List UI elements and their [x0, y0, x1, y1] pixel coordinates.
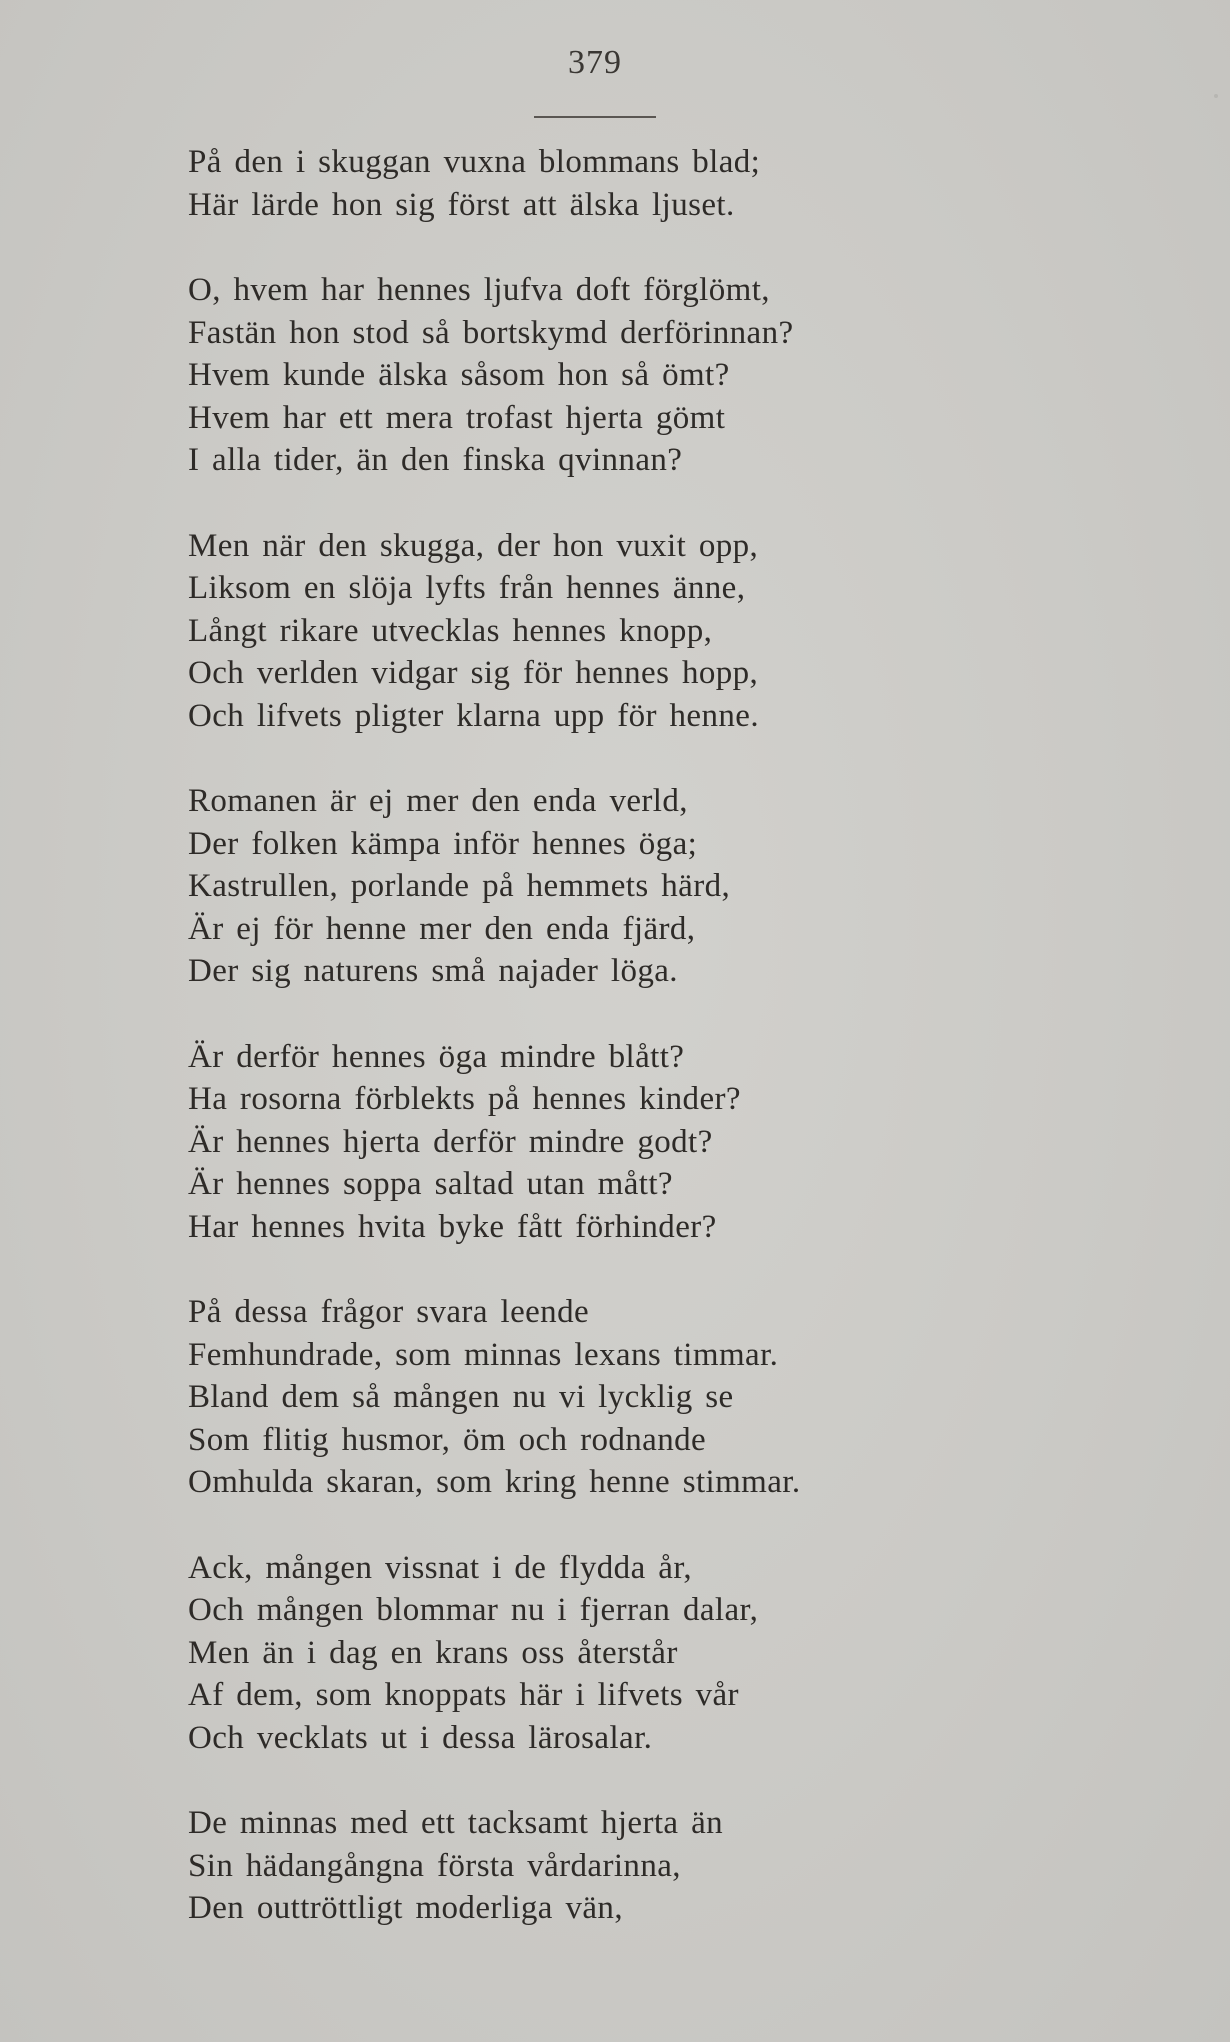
poem-line: Romanen är ej mer den enda verld, — [188, 783, 688, 819]
poem-line: Hvem kunde älska såsom hon så ömt? — [188, 357, 730, 393]
stanza-1 — [188, 141, 1028, 226]
poem-line: Här lärde hon sig först att älska ljuset. — [188, 186, 735, 223]
poem-line: Är hennes soppa saltad utan mått? — [188, 1166, 673, 1202]
poem-line: De minnas med ett tacksamt hjerta än — [188, 1805, 724, 1841]
header-rule — [534, 116, 656, 118]
poem-line: Femhundrade, som minnas lexans timmar. — [188, 1336, 779, 1373]
poem-line: Ack, mången vissnat i de flydda år, — [188, 1549, 693, 1586]
poem-line: Liksom en slöja lyfts från hennes änne, — [188, 570, 746, 606]
poem-text — [188, 141, 1028, 1930]
poem-line: Ha rosorna förblekts på hennes kinder? — [188, 1081, 741, 1117]
poem-line: Långt rikare utvecklas hennes knopp, — [188, 612, 713, 649]
poem-line: Är derför hennes öga mindre blått? — [188, 1038, 685, 1075]
poem-line: På den i skuggan vuxna blommans blad; — [188, 144, 761, 180]
poem-line: På dessa frågor svara leende — [188, 1294, 590, 1330]
stanza-6 — [188, 1291, 1028, 1504]
poem-line: Omhulda skaran, som kring henne stimmar. — [188, 1464, 801, 1500]
poem-line: Och verlden vidgar sig för hennes hopp, — [188, 655, 759, 691]
poem-line: Är hennes hjerta derför mindre godt? — [188, 1123, 713, 1160]
poem-line: Der folken kämpa inför hennes öga; — [188, 825, 698, 862]
poem-line: Men när den skugga, der hon vuxit opp, — [188, 527, 759, 564]
stanza-4 — [188, 780, 1028, 993]
stanza-7 — [188, 1547, 1028, 1760]
stanza-5 — [188, 1036, 1028, 1249]
stanza-8 — [188, 1802, 1028, 1930]
poem-line: O, hvem har hennes ljufva doft förglömt, — [188, 272, 770, 308]
poem-line: Och vecklats ut i dessa lärosalar. — [188, 1719, 653, 1756]
poem-line: Af dem, som knoppats här i lifvets vår — [188, 1677, 739, 1713]
poem-line: Sin hädangångna första vårdarinna, — [188, 1847, 681, 1884]
poem-line: Hvem har ett mera trofast hjerta gömt — [188, 399, 726, 436]
poem-line: Och lifvets pligter klarna upp för henne. — [188, 697, 759, 734]
paper-speck — [1214, 94, 1218, 98]
poem-line: Men än i dag en krans oss återstår — [188, 1634, 678, 1671]
poem-line: Den outtröttligt moderliga vän, — [188, 1890, 623, 1926]
poem-line: Bland dem så mången nu vi lycklig se — [188, 1379, 734, 1415]
poem-line: Är ej för henne mer den enda fjärd, — [188, 910, 696, 947]
stanza-2 — [188, 269, 1028, 482]
poem-line: Kastrullen, porlande på hemmets härd, — [188, 868, 731, 904]
page-number: 379 — [568, 44, 622, 81]
poem-line: Har hennes hvita byke fått förhinder? — [188, 1208, 717, 1245]
poem-line: Fastän hon stod så bortskymd derförinnan? — [188, 314, 794, 351]
poem-line: I alla tider, än den finska qvinnan? — [188, 442, 683, 478]
poem-line: Der sig naturens små najader löga. — [188, 953, 678, 989]
poem-line: Som flitig husmor, öm och rodnande — [188, 1421, 707, 1458]
stanza-3 — [188, 525, 1028, 738]
poem-line: Och mången blommar nu i fjerran dalar, — [188, 1592, 759, 1628]
